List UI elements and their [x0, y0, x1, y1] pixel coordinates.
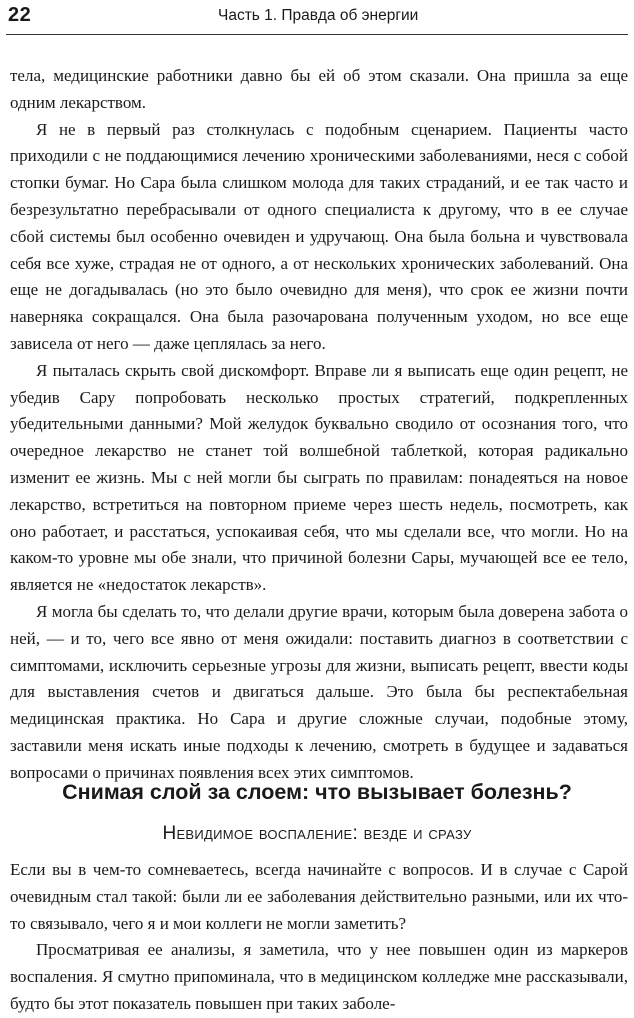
- paragraph: Я пыталась скрыть свой дискомфорт. Вправе ли я выписать еще один рецепт, не убедив Сару попробовать несколько простых стратегий, подкрепленных убедительными данными? Мой желудок буквально сводило от осознания того, что очередное лекарство не станет той волшебной таблеткой, которая радикально изменит ее жизнь. Мы с ней могли бы сыграть по правилам: понадеяться на новое лекарство, встретиться на повторном приеме через шесть недель, посмотреть, как оно работает, и расстаться, успокаивая себя, что мы сделали все, что могли. Но на каком-то уровне мы обе знали, что причиной болезни Сары, мучающей все ее тело, является не «недостаток лекарств».: [10, 360, 628, 595]
- paragraph: Я не в первый раз столкнулась с подобным сценарием. Пациенты часто приходили с не поддающимися лечению хроническими заболеваниями, неся с собой стопки бумаг. Но Сара была слишком молода для таких страданий, и ее так часто и безрезультатно перебрасывали от одного специалиста к другому, что в ее случае сбой системы был особенно очевиден и удручающ. Она была больна и чувствовала себя все хуже, страдая не от одного, а от нескольких хронических заболеваний. Она еще не догадывалась (но это было очевидно для меня), что срок ее жизни почти наверняка сокращался. Она была разочарована полученным уходом, но все еще зависела от него — даже цеплялась за него.: [10, 119, 628, 353]
- body-text-continued: [10, 857, 628, 1018]
- paragraph: тела, медицинские работники давно бы ей об этом сказали. Она пришла за еще одним лекарством.: [10, 66, 628, 112]
- header-rule: [6, 34, 628, 35]
- page-number: 22: [8, 4, 32, 26]
- section-title: Снимая слой за слоем: что вызывает болезнь?: [62, 780, 572, 804]
- running-head: Часть 1. Правда об энергии: [218, 7, 419, 24]
- body-text: [10, 63, 628, 787]
- page-header: [0, 0, 634, 36]
- paragraph: Если вы в чем-то сомневаетесь, всегда начинайте с вопросов. И в случае с Сарой очевидным стал такой: были ли ее заболевания действительно разными, или их что-то связывало, чего я и мои коллеги не могли заметить?: [10, 860, 628, 933]
- paragraph: Просматривая ее анализы, я заметила, что у нее повышен один из маркеров воспаления. Я смутно припоминала, что в медицинском колледже мне рассказывали, будто бы этот показатель повышен при таких заболе-: [10, 940, 628, 1013]
- subsection-title: Невидимое воспаление: везде и сразу: [162, 823, 472, 844]
- paragraph: Я могла бы сделать то, что делали другие врачи, которым была доверена забота о ней, — и то, чего все явно от меня ожидали: поставить диагноз в соответствии с симптомами, исключить серьезные угрозы для жизни, выписать рецепт, ввести коды для выставления счетов и двигаться дальше. Это была бы респектабельная медицинская практика. Но Сара и другие сложные случаи, подобные этому, заставили меня искать иные подходы к лечению, смотреть в будущее и задаваться вопросами о причинах появления всех этих симптомов.: [10, 601, 628, 782]
